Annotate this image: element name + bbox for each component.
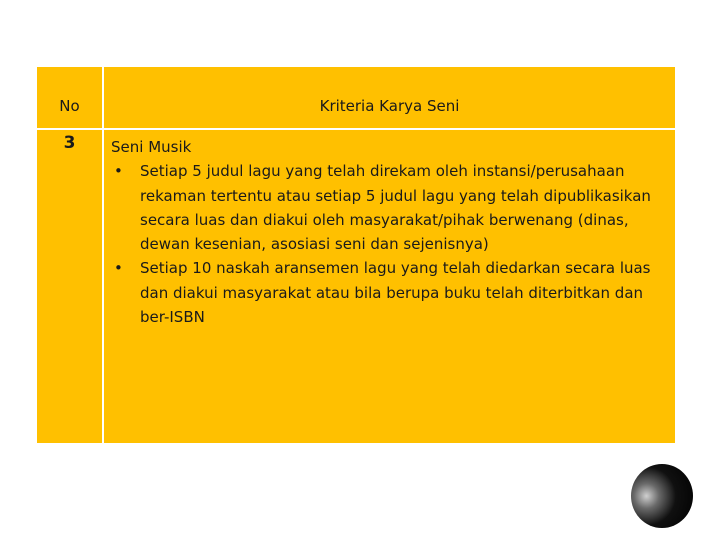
list-item (111, 159, 671, 256)
column-divider (102, 67, 104, 443)
row-number: 3 (63, 133, 76, 153)
bullet-icon: • (114, 259, 123, 278)
criteria-list (111, 159, 671, 329)
list-item-text: Setiap 5 judul lagu yang telah direkam oleh instansi/perusahaan rekaman tertentu atau setiap 5 judul lagu yang telah dipublikasikan secara luas dan diakui oleh masyarakat/pihak berwenang (dinas, dewan kesenian, asosiasi seni dan sejenisnya) (140, 162, 651, 254)
list-item (111, 256, 671, 329)
header-no: No (59, 97, 80, 115)
list-item-text: Setiap 10 naskah aransemen lagu yang telah diedarkan secara luas dan diakui masyarakat atau bila berupa buku telah diterbitkan dan ber-ISBN (140, 259, 651, 327)
decorative-circle-icon (631, 464, 693, 528)
row-divider (37, 128, 675, 130)
row-category: Seni Musik (111, 138, 192, 156)
header-title: Kriteria Karya Seni (319, 97, 460, 115)
bullet-icon: • (114, 162, 123, 181)
criteria-table (37, 67, 675, 443)
row-content (111, 135, 671, 329)
